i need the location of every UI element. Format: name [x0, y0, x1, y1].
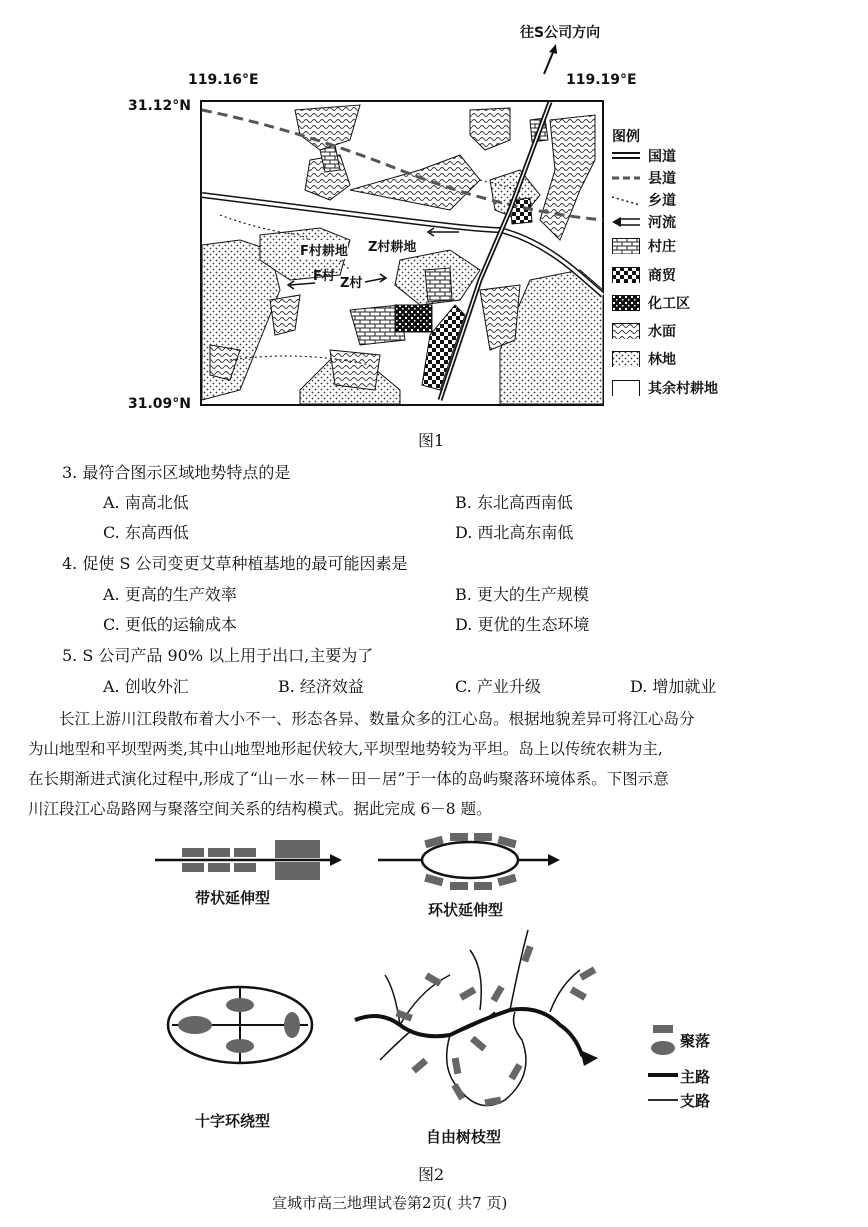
water-icon [612, 323, 640, 339]
passage-line: 在长期渐进式演化过程中,形成了“山－水－林－田－居”于一体的岛屿聚落环境体系。下图示意 [28, 770, 669, 788]
question-stem: 4. 促使 S 公司变更艾草种植基地的最可能因素是 [62, 554, 408, 573]
ring-extension-pattern [378, 833, 560, 890]
option-b[interactable]: B. 东北高西南低 [455, 493, 573, 512]
settlement-ellipse-icon [651, 1041, 675, 1055]
option-a[interactable]: A. 更高的生产效率 [103, 585, 237, 604]
lat-bottom-label: 31.09°N [128, 396, 191, 412]
tree-type-label: 自由树枝型 [426, 1128, 502, 1146]
option-a[interactable]: A. 南高北低 [103, 493, 189, 512]
passage-line: 为山地型和平坝型两类,其中山地型地形起伏较大,平坝型地势较为平坦。岛上以传统农耕为主, [28, 740, 663, 758]
legend-label: 国道 [648, 149, 676, 165]
chemical-zone [395, 305, 432, 332]
water-area [330, 350, 380, 390]
question-stem: 5. S 公司产品 90% 以上用于出口,主要为了 [62, 646, 374, 665]
legend-item-river [612, 211, 676, 233]
option-c[interactable]: C. 更低的运输成本 [103, 615, 237, 634]
legend-item-other-farmland [612, 377, 718, 399]
legend-label: 林地 [648, 352, 676, 368]
question-stem: 3. 最符合图示区域地势特点的是 [62, 463, 291, 482]
legend-label: 河流 [648, 215, 676, 231]
passage [28, 704, 848, 824]
legend-item-forest [612, 348, 676, 370]
option-a[interactable]: A. 创收外汇 [103, 677, 189, 696]
lon-right-label: 119.19°E [566, 72, 637, 88]
strip-extension-pattern [155, 840, 342, 880]
settlement-rect-icon [653, 1025, 673, 1033]
figure-2-legend [648, 1025, 678, 1100]
legend-label: 县道 [648, 171, 676, 187]
village-area [425, 268, 452, 302]
z-farmland-label: Z村耕地 [368, 236, 416, 255]
passage-line: 川江段江心岛路网与聚落空间关系的结构模式。据此完成 6－8 题。 [28, 800, 492, 818]
river-icon [612, 214, 640, 230]
figure-1-caption: 图1 [418, 431, 445, 450]
national-road-icon [612, 148, 640, 164]
township-road-icon [612, 192, 640, 208]
village-icon [612, 238, 640, 254]
lat-top-label: 31.12°N [128, 98, 191, 114]
option-b[interactable]: B. 经济效益 [278, 677, 364, 696]
legend-label: 商贸 [648, 268, 676, 284]
z-village-label: Z村 [340, 276, 363, 291]
legend-item-water [612, 320, 676, 342]
legend-item-village [612, 235, 676, 257]
county-road-icon [612, 170, 640, 186]
option-c[interactable]: C. 产业升级 [455, 677, 541, 696]
option-d[interactable]: D. 西北高东南低 [455, 523, 574, 542]
legend-item-township-road [612, 189, 676, 211]
legend-main-road-label: 主路 [680, 1068, 711, 1086]
cross-type-label: 十字环绕型 [195, 1112, 271, 1130]
other-farmland-icon [612, 380, 640, 396]
lon-left-label: 119.16°E [188, 72, 259, 88]
water-area [270, 295, 300, 335]
page-footer: 宣城市高三地理试卷第2页( 共7 页) [272, 1194, 508, 1212]
option-c[interactable]: C. 东高西低 [103, 523, 189, 542]
option-b[interactable]: B. 更大的生产规模 [455, 585, 589, 604]
forest-icon [612, 351, 640, 367]
legend-item-trade [612, 264, 676, 286]
legend-label: 水面 [648, 324, 676, 340]
figure-2-caption: 图2 [418, 1165, 445, 1184]
north-arrow-icon [540, 44, 560, 76]
free-branch-pattern [355, 930, 598, 1106]
legend-label: 村庄 [648, 239, 676, 255]
legend-title: 图例 [612, 129, 640, 145]
legend-branch-road-label: 支路 [680, 1092, 711, 1110]
ring-type-label: 环状延伸型 [428, 901, 504, 919]
direction-label: 往S公司方向 [520, 25, 601, 41]
f-village-label: F村 [313, 269, 335, 284]
option-d[interactable]: D. 更优的生态环境 [455, 615, 590, 634]
legend-item-chemical-zone [612, 292, 690, 314]
legend-label: 乡道 [648, 193, 676, 209]
cross-ring-pattern [168, 987, 312, 1063]
legend-item-county-road [612, 167, 676, 189]
legend-item-national-road [612, 145, 676, 167]
option-d[interactable]: D. 增加就业 [630, 677, 717, 696]
f-farmland-label: F村耕地 [300, 240, 348, 259]
legend-label: 其余村耕地 [648, 381, 718, 397]
legend-settlement-label: 聚落 [680, 1032, 711, 1050]
strip-type-label: 带状延伸型 [195, 889, 271, 907]
passage-line: 长江上游川江段散布着大小不一、形态各异、数量众多的江心岛。根据地貌差异可将江心岛分 [59, 710, 695, 728]
legend-label: 化工区 [648, 296, 690, 312]
chemical-zone-icon [612, 295, 640, 311]
trade-icon [612, 267, 640, 283]
